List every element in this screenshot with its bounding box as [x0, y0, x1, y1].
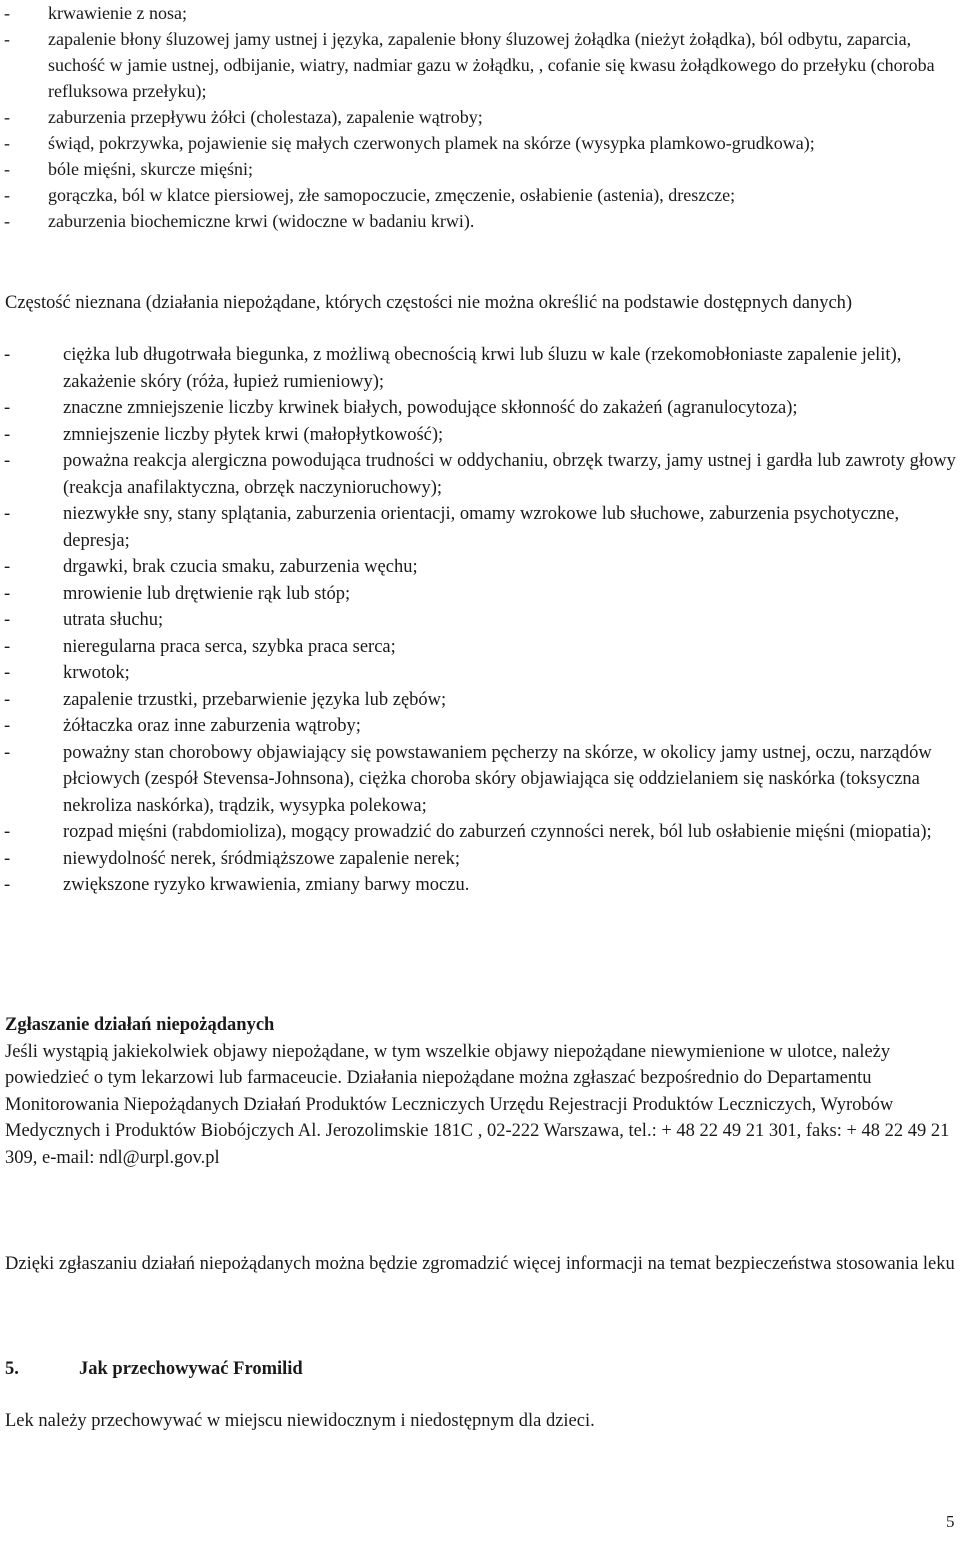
list-item: - bóle mięśni, skurcze mięśni;: [0, 156, 960, 182]
page-number: 5: [946, 1512, 955, 1531]
list-item: - zapalenie trzustki, przebarwienie języka lub zębów;: [0, 687, 960, 714]
list-item: - zaburzenia biochemiczne krwi (widoczne w badaniu krwi).: [0, 208, 960, 234]
list-item: - mrowienie lub drętwienie rąk lub stóp;: [0, 581, 960, 608]
list-item: - krwawienie z nosa;: [0, 0, 960, 26]
list-item: - żółtaczka oraz inne zaburzenia wątroby;: [0, 713, 960, 740]
reporting-section: [5, 1012, 957, 1171]
list-item: - poważny stan chorobowy objawiający się powstawaniem pęcherzy na skórze, w okolicy jamy ustnej, oczu, narządów płciowych (zespół Stevensa-Johnsona), ciężka choroba skóry objawiająca się oddzielaniem się naskórka (toksyczna nekroliza naskórka), trądzik, wysypka polekowa;: [0, 740, 960, 820]
list-item: - krwotok;: [0, 660, 960, 687]
list-item: - niewydolność nerek, śródmiąższowe zapalenie nerek;: [0, 846, 960, 873]
section-title: Jak przechowywać Fromilid: [79, 1359, 303, 1379]
side-effects-list-unknown: [0, 342, 960, 899]
section-5-heading: [5, 1356, 303, 1382]
reporting-heading: Zgłaszanie działań niepożądanych: [5, 1015, 275, 1035]
list-item: - znaczne zmniejszenie liczby krwinek białych, powodujące skłonność do zakażeń (agranulocytoza);: [0, 395, 960, 422]
list-item: - świąd, pokrzywka, pojawienie się małych czerwonych plamek na skórze (wysypka plamkowo-grudkowa);: [0, 130, 960, 156]
list-item: - utrata słuchu;: [0, 607, 960, 634]
side-effects-list-top: [0, 0, 960, 234]
list-item: - zapalenie błony śluzowej jamy ustnej i języka, zapalenie błony śluzowej żołądka (nieżyt żołądka), ból odbytu, zaparcia, suchość w jamie ustnej, odbijanie, wiatry, nadmiar gazu w żołądku, , cofanie się kwasu żołądkowego do przełyku (choroba refluksowa przełyku);: [0, 26, 960, 104]
list-item: - poważna reakcja alergiczna powodująca trudności w oddychaniu, obrzęk twarzy, jamy ustnej i gardła lub zawroty głowy (reakcja anafilaktyczna, obrzęk naczynioruchowy);: [0, 448, 960, 501]
list-item: - ciężka lub długotrwała biegunka, z możliwą obecnością krwi lub śluzu w kale (rzekomobłoniaste zapalenie jelit), zakażenie skóry (róża, łupież rumieniowy);: [0, 342, 960, 395]
section-number: 5.: [5, 1359, 19, 1379]
reporting-body: Jeśli wystąpią jakiekolwiek objawy niepożądane, w tym wszelkie objawy niepożądane niewymienione w ulotce, należy powiedzieć o tym lekarzowi lub farmaceucie. Działania niepożądane można zgłaszać bezpośrednio do Departamentu Monitorowania Niepożądanych Działań Produktów Leczniczych Urzędu Rejestracji Produktów Leczniczych, Wyrobów Medycznych i Produktów Biobójczych Al. Jerozolimskie 181C , 02-222 Warszawa, tel.: + 48 22 49 21 301, faks: + 48 22 49 21 309, e-mail: ndl@urpl.gov.pl: [5, 1041, 950, 1168]
list-item: - niezwykłe sny, stany splątania, zaburzenia orientacji, omamy wzrokowe lub słuchowe, zaburzenia psychotyczne, depresja;: [0, 501, 960, 554]
frequency-unknown-intro: Częstość nieznana (działania niepożądane, których częstości nie można określić na podstawie dostępnych danych): [5, 293, 853, 313]
list-item: - rozpad mięśni (rabdomioliza), mogący prowadzić do zaburzeń czynności nerek, ból lub osłabienie mięśni (miopatia);: [0, 819, 960, 846]
list-item: - zaburzenia przepływu żółci (cholestaza), zapalenie wątroby;: [0, 104, 960, 130]
list-item: - zmniejszenie liczby płytek krwi (małopłytkowość);: [0, 422, 960, 449]
list-item: - zwiększone ryzyko krwawienia, zmiany barwy moczu.: [0, 872, 960, 899]
list-item: - nieregularna praca serca, szybka praca serca;: [0, 634, 960, 661]
reporting-thanks: Dzięki zgłaszaniu działań niepożądanych można będzie zgromadzić więcej informacji na temat bezpieczeństwa stosowania leku: [5, 1254, 955, 1274]
list-item: - drgawki, brak czucia smaku, zaburzenia węchu;: [0, 554, 960, 581]
section-5-body: Lek należy przechowywać w miejscu niewidocznym i niedostępnym dla dzieci.: [5, 1411, 595, 1431]
list-item: - gorączka, ból w klatce piersiowej, złe samopoczucie, zmęczenie, osłabienie (astenia), dreszcze;: [0, 182, 960, 208]
